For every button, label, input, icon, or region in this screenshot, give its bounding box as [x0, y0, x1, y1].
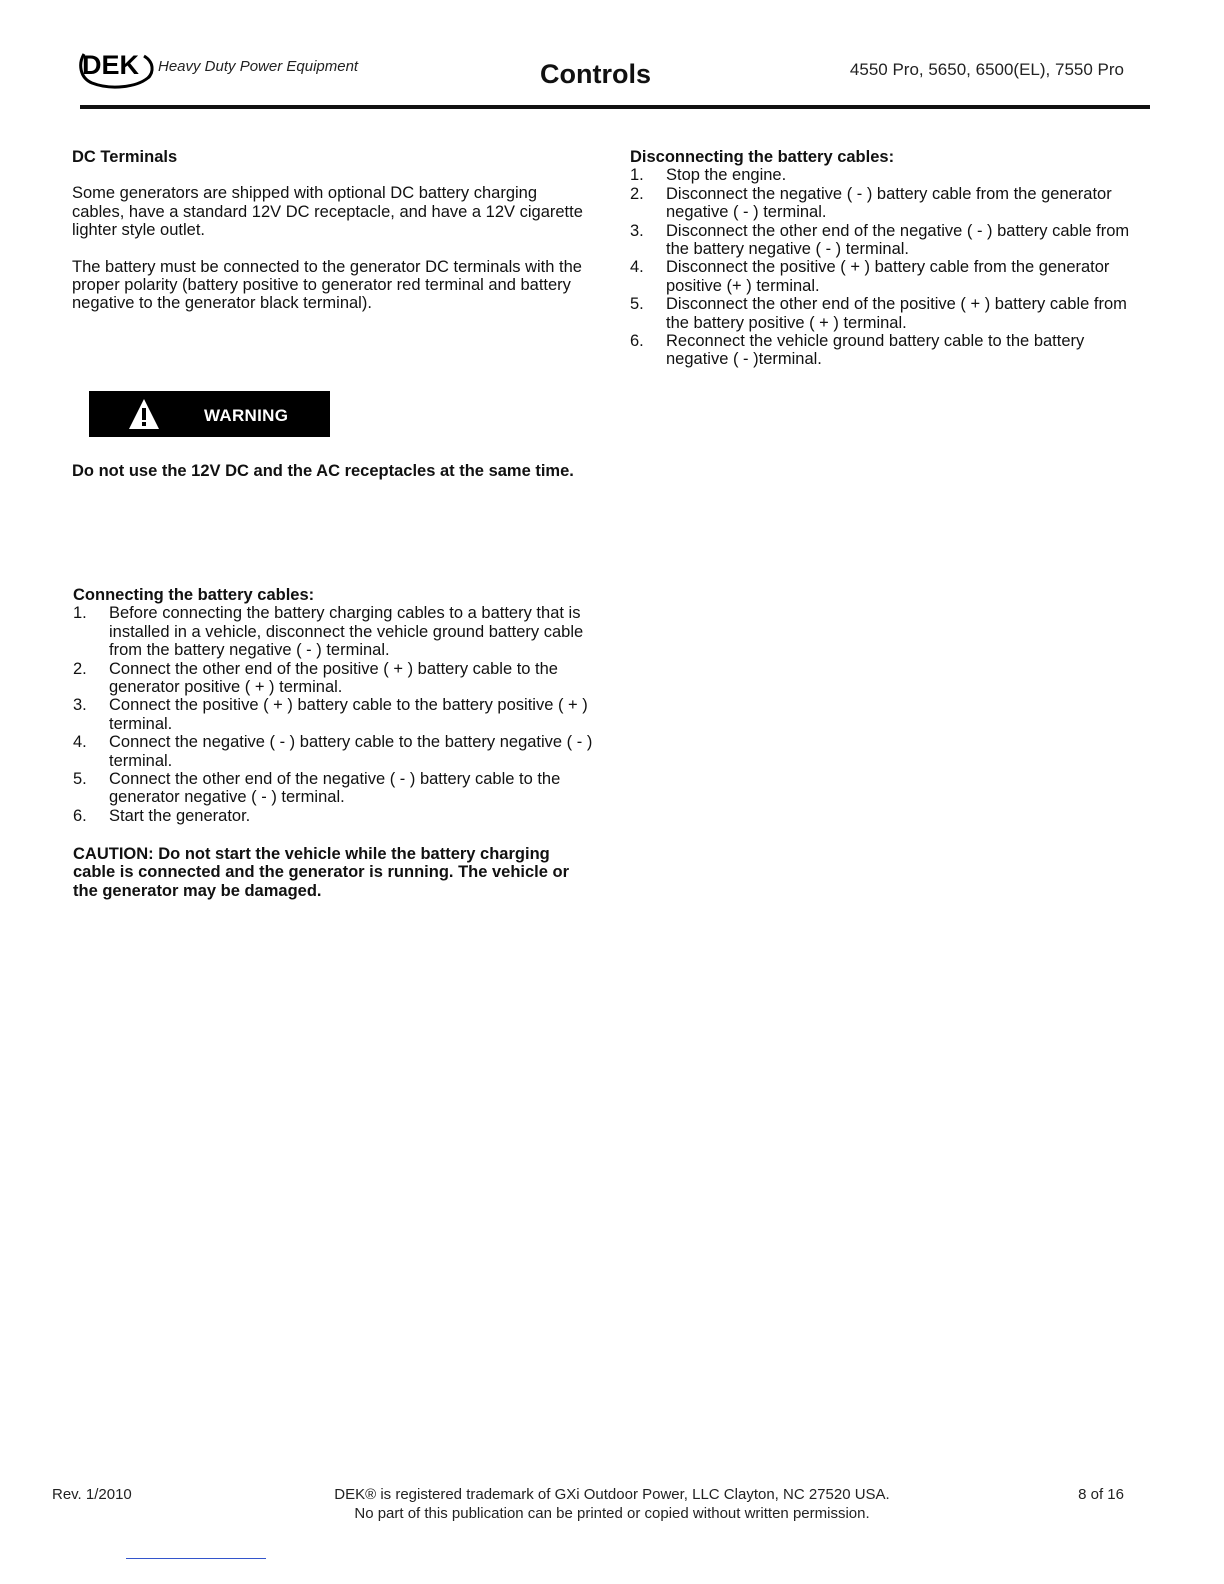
model-list: 4550 Pro, 5650, 6500(EL), 7550 Pro	[849, 60, 1124, 79]
warning-banner	[89, 391, 330, 437]
page-number: 8 of 16	[1078, 1486, 1124, 1503]
warning-label: WARNING	[204, 406, 289, 425]
copyright-notice: No part of this publication can be printed or copied without written permission.	[354, 1505, 870, 1522]
connecting-section	[73, 586, 593, 825]
list-item: 5. Disconnect the other end of the positive ( + ) battery cable from the battery positive ( + ) terminal.	[630, 295, 1127, 332]
list-item: 3. Connect the positive ( + ) battery cable to the battery positive ( + ) terminal.	[73, 696, 588, 733]
list-item: 3. Disconnect the other end of the negative ( - ) battery cable from the battery negative ( - ) terminal.	[630, 221, 1130, 259]
trademark-notice: DEK® is registered trademark of GXi Outdoor Power, LLC Clayton, NC 27520 USA.	[334, 1486, 890, 1503]
dc-terminals-para-1: Some generators are shipped with optional DC battery charging cables, have a standard 12V DC receptacle, and have a 12V cigarette lighter style outlet.	[72, 184, 583, 240]
connecting-heading: Connecting the battery cables:	[73, 586, 315, 604]
list-item: 4. Connect the negative ( - ) battery cable to the battery negative ( - ) terminal.	[73, 733, 593, 770]
list-item: 1. Stop the engine.	[630, 166, 787, 185]
page-header	[0, 0, 1224, 115]
list-item: 1. Before connecting the battery charging cables to a battery that is installed in a vehicle, disconnect the vehicle ground battery cable from the battery negative ( - ) terminal.	[73, 604, 584, 660]
dek-logo	[78, 50, 158, 90]
list-item: 5. Connect the other end of the negative ( - ) battery cable to the generator negative ( - ) terminal.	[73, 770, 561, 807]
warning-triangle-icon	[127, 397, 161, 431]
disconnecting-section	[630, 148, 1150, 369]
list-item: 2. Disconnect the negative ( - ) battery cable from the generator negative ( - ) terminal.	[630, 184, 1112, 222]
tagline: Heavy Duty Power Equipment	[158, 58, 359, 75]
logo-text: DEK	[82, 50, 140, 80]
list-item: 6. Start the generator.	[73, 806, 251, 825]
list-item: 2. Connect the other end of the positive ( + ) battery cable to the generator positive ( + ) terminal.	[73, 659, 558, 697]
list-item: 6. Reconnect the vehicle ground battery cable to the battery negative ( - )terminal.	[630, 332, 1085, 369]
header-rule	[80, 105, 1150, 109]
footer-link-underline	[126, 1558, 266, 1559]
disconnecting-steps	[630, 166, 1150, 368]
list-item: 4. Disconnect the positive ( + ) battery cable from the generator positive (+ ) terminal.	[630, 258, 1110, 295]
dc-terminals-heading: DC Terminals	[72, 148, 178, 166]
dc-terminals-section	[72, 148, 592, 313]
section-title: Controls	[540, 59, 651, 89]
dc-terminals-para-2: The battery must be connected to the generator DC terminals with the proper polarity (battery positive to generator red terminal and battery negative to the generator black terminal).	[72, 257, 582, 313]
connecting-steps	[73, 604, 593, 825]
revision: Rev. 1/2010	[52, 1486, 132, 1503]
disconnecting-heading: Disconnecting the battery cables:	[630, 148, 895, 166]
warning-text: Do not use the 12V DC and the AC receptacles at the same time.	[72, 462, 574, 480]
caution-note: CAUTION: Do not start the vehicle while the battery charging cable is connected and the generator is running. The vehicle or the generator may be damaged.	[73, 845, 570, 900]
